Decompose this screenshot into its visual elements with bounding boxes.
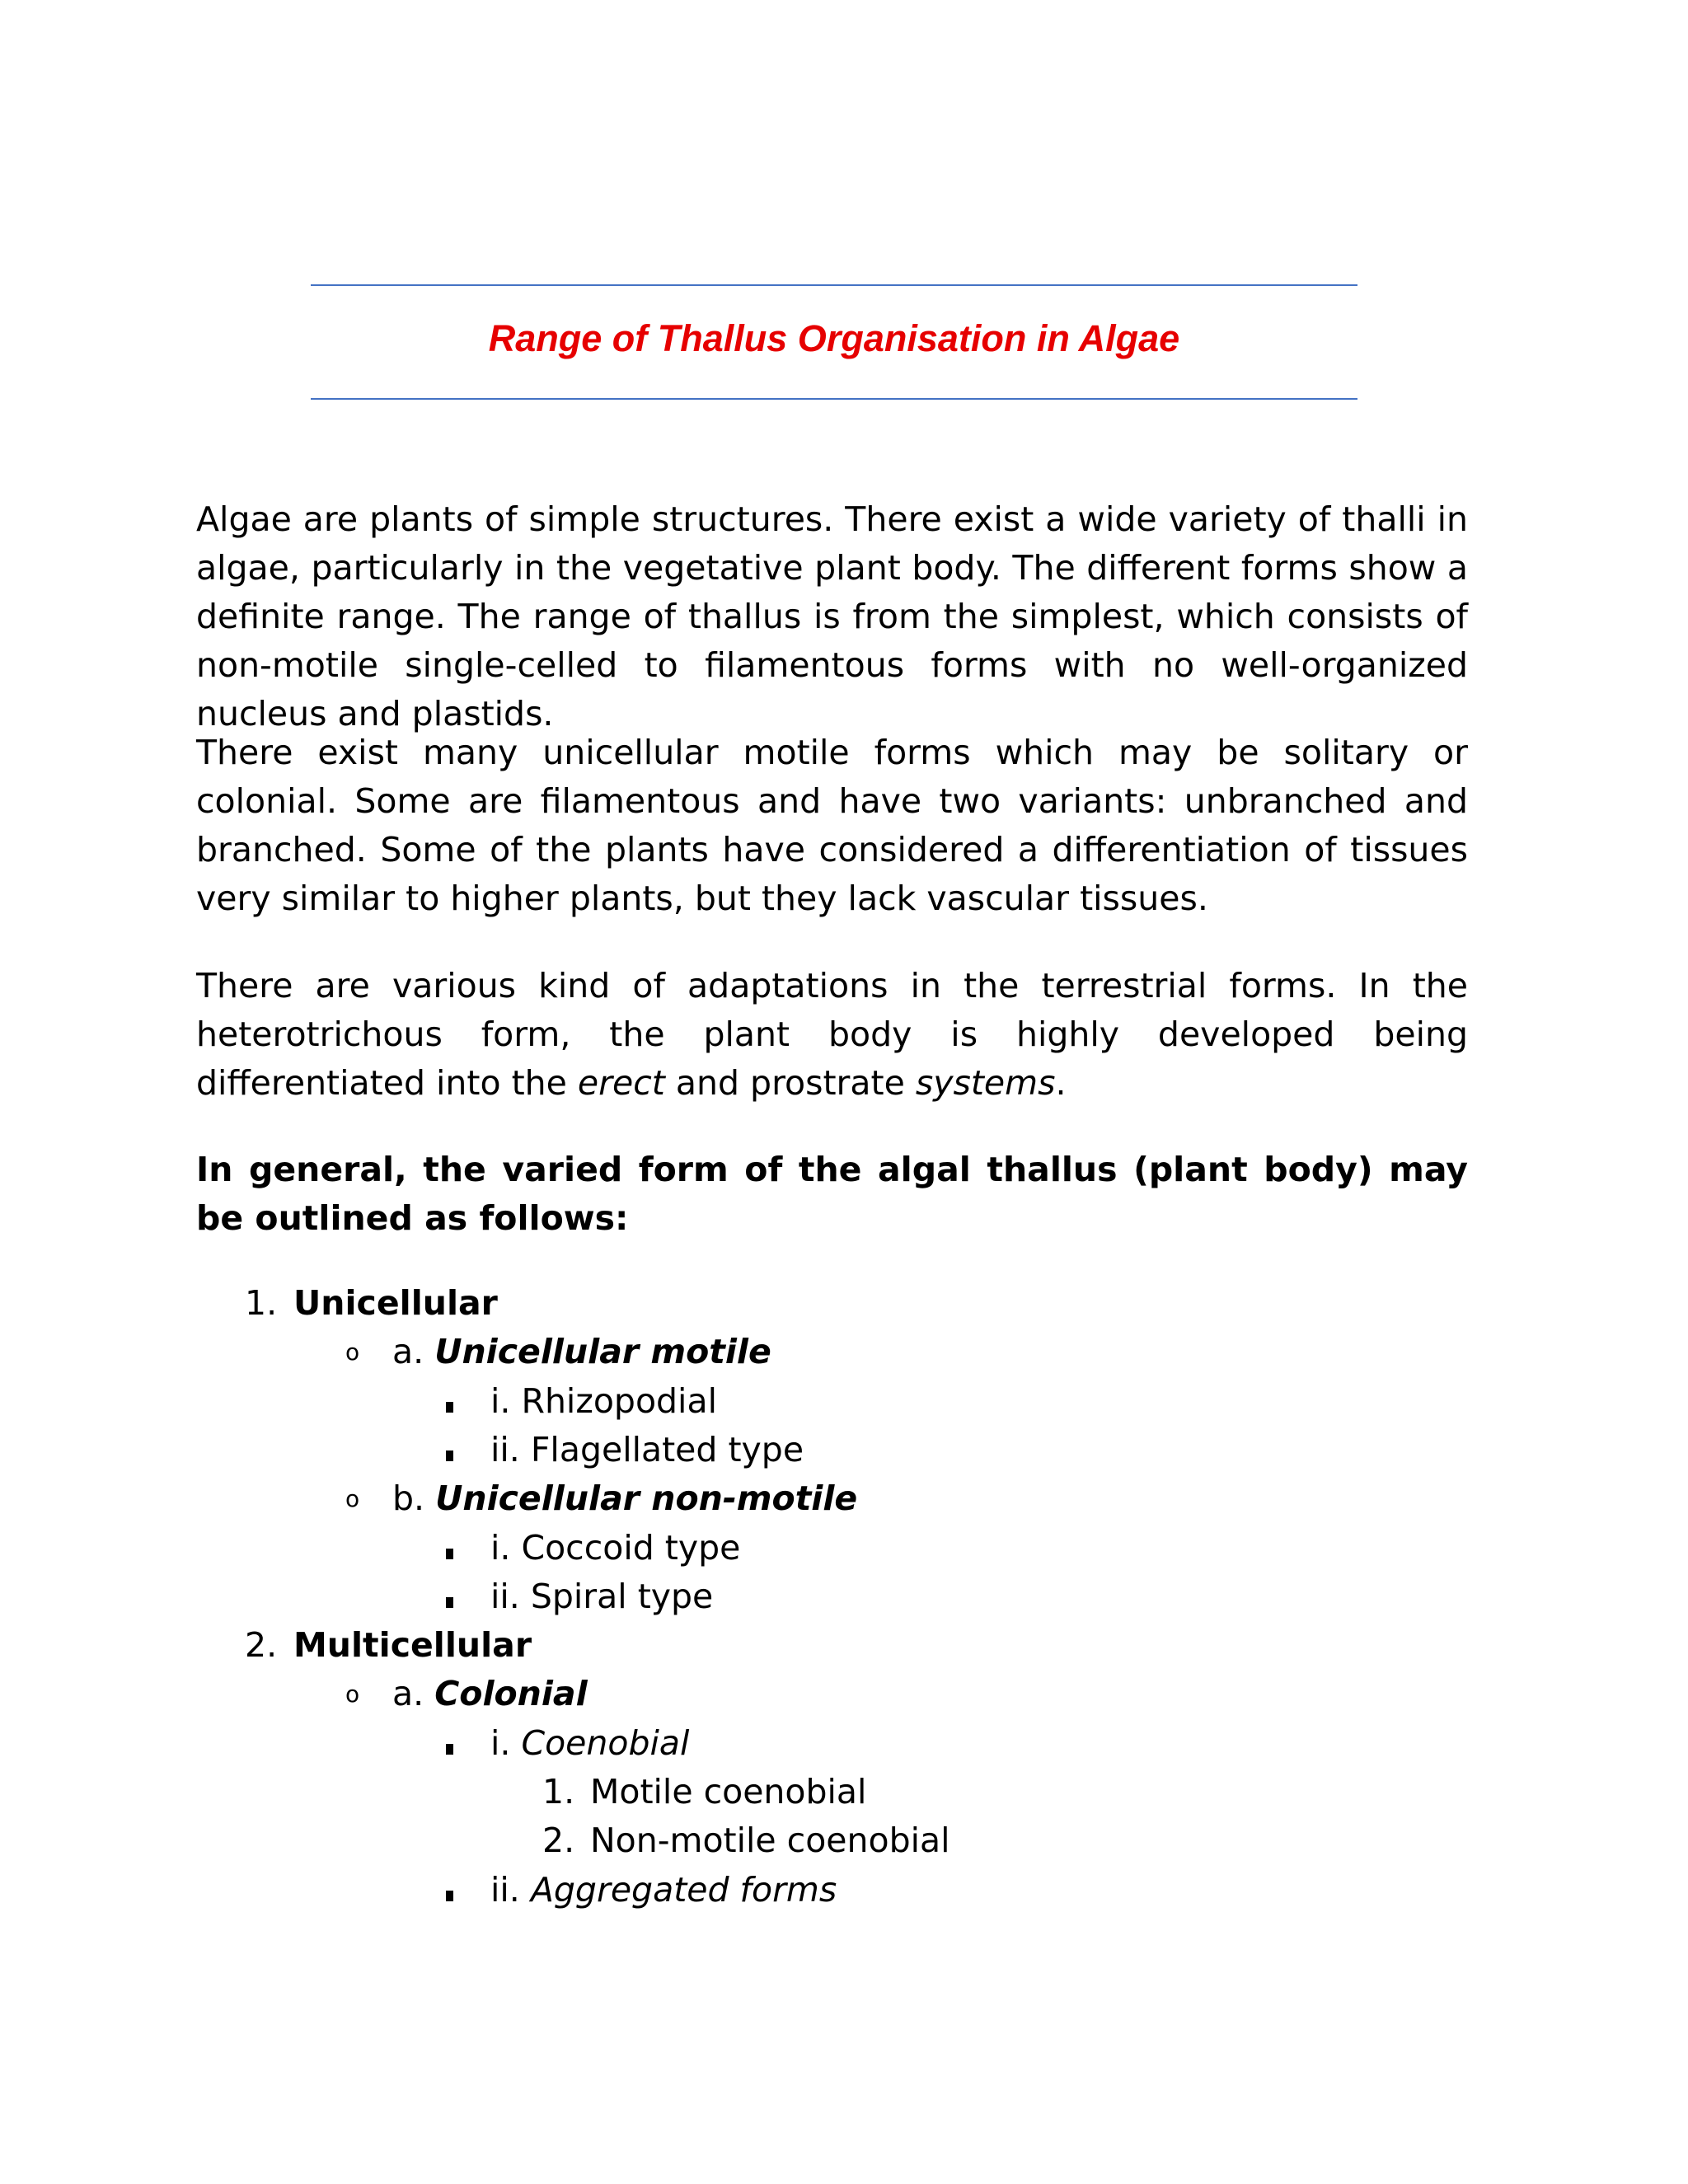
adaptations-text-3: . — [1055, 1063, 1067, 1103]
list-prefix: ii. — [490, 1870, 531, 1910]
square-bullet-icon — [446, 1572, 453, 1621]
square-bullet-icon — [446, 1377, 453, 1426]
list-entry-text — [392, 1474, 857, 1523]
list-prefix: a. — [392, 1674, 435, 1713]
list-label-unicellular: Unicellular — [293, 1283, 498, 1323]
systems-term: systems — [915, 1063, 1056, 1103]
erect-term: erect — [577, 1063, 665, 1103]
title-top-rule — [311, 284, 1357, 286]
adaptations-paragraph — [196, 962, 1468, 1108]
hollow-circle-bullet-icon: o — [345, 1485, 360, 1512]
list-label-motile-coenobial: Motile coenobial — [590, 1772, 867, 1811]
list-label-flagellated: ii. Flagellated type — [490, 1430, 804, 1469]
list-label-aggregated-forms: Aggregated forms — [530, 1870, 837, 1910]
intro-paragraph: Algae are plants of simple structures. There exist a wide variety of thalli in algae, particularly in the vegetative plant body. The different forms show a definite range. The range of thallus is from the simplest, which consists of non-motile single-celled to filamentous forms with no well-organized nucleus and plastids. — [196, 499, 1468, 733]
list-entry-text — [490, 1719, 689, 1768]
list-label-coccoid: i. Coccoid type — [490, 1528, 741, 1568]
square-bullet-icon — [446, 1426, 453, 1474]
list-prefix: i. — [490, 1723, 522, 1763]
list-prefix: b. — [392, 1479, 436, 1518]
list-prefix: a. — [392, 1332, 435, 1371]
list-label-colonial: Colonial — [434, 1674, 588, 1713]
list-entry-text — [490, 1866, 837, 1915]
square-bullet-icon — [446, 1866, 453, 1915]
outline-intro-heading: In general, the varied form of the algal thallus (plant body) may be outlined as follows: — [196, 1150, 1468, 1238]
list-number: 2. — [542, 1821, 575, 1860]
list-label-unicellular-non-motile: Unicellular non-motile — [435, 1479, 858, 1518]
square-bullet-icon — [446, 1719, 453, 1768]
list-label-rhizopodial: i. Rhizopodial — [490, 1381, 717, 1421]
list-number: 1. — [542, 1772, 575, 1811]
square-bullet-icon — [446, 1524, 453, 1572]
list-label-unicellular-motile: Unicellular motile — [434, 1332, 771, 1371]
page-title: Range of Thallus Organisation in Algae — [488, 317, 1180, 359]
adaptations-text-1: There are various kind of adaptations in the terrestrial forms. In the heterotrichous form, the plant body is highly developed being differentiated into the — [196, 966, 1468, 1103]
unicellular-paragraph: There exist many unicellular motile forms which may be solitary or colonial. Some are filamentous and have two variants: unbranched and branched. Some of the plants have considered a differentiation of tissues very similar to higher plants, but they lack vascular tissues. — [196, 733, 1468, 918]
list-label-multicellular: Multicellular — [293, 1625, 532, 1665]
hollow-circle-bullet-icon: o — [345, 1338, 360, 1366]
adaptations-text-2: and prostrate — [664, 1063, 916, 1103]
list-entry-text — [392, 1328, 771, 1376]
list-label-non-motile-coenobial: Non-motile coenobial — [590, 1821, 950, 1860]
list-number: 2. — [245, 1625, 278, 1665]
title-bottom-rule — [311, 398, 1357, 400]
list-label-coenobial: Coenobial — [521, 1723, 690, 1763]
list-label-spiral: ii. Spiral type — [490, 1577, 714, 1616]
hollow-circle-bullet-icon: o — [345, 1680, 360, 1708]
list-entry-text — [392, 1670, 588, 1718]
list-number: 1. — [245, 1283, 278, 1323]
